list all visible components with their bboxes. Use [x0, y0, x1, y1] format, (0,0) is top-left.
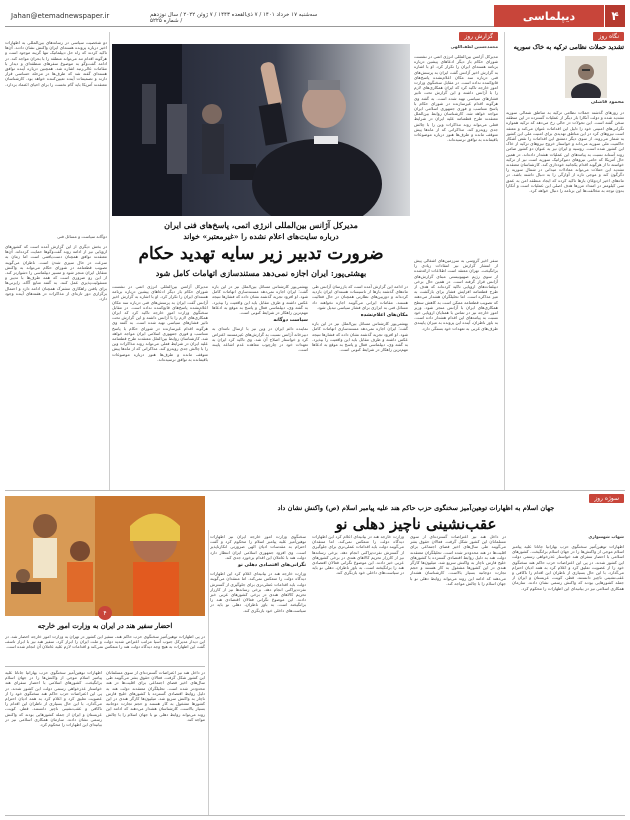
main-photo	[112, 44, 410, 216]
column-divider	[109, 32, 110, 490]
page-bottom-rule	[5, 815, 625, 816]
website-address[interactable]: Jahan@etemadnewspaper.ir	[5, 6, 494, 27]
box-divider	[5, 666, 205, 667]
column-divider	[504, 32, 505, 490]
main-headline: ضرورت تدبیر زیر سایه تهدید حکام	[138, 244, 384, 264]
lower-headline: عقب‌نشینی ناچیز دهلی نو	[335, 515, 497, 533]
section-divider	[5, 490, 625, 491]
report-body-a: مدیرکل آژانس بین‌المللی انرژی اتمی در نشست شورای حکام بار دیگر ادعاهای پیشین درباره برنامه هسته‌ای ایران را تکرار کرد. او با اشاره به گزارش اخیر آژانس گفت ایران به پرسش‌های فنی درباره سه مکان اعلام‌نشده پاسخ‌های قانع‌کننده نداده است. در مقابل سخنگوی وزارت امور خارجه تاکید کرد که ایران همکاری‌های لازم را با آژانس داشته و این گزارش تحت تاثیر فشارهای سیاسی تهیه شده است. به گفته وی هرگونه اقدام غیرسازنده در شورای حکام با پاسخ متناسب و فوری جمهوری اسلامی ایران مواجه خواهد شد. کارشناسان روابط بین‌الملل معتقدند طرح قطعنامه علیه ایران در شرایط فعلی می‌تواند روند مذاکرات وین را با چالش جدی روبه‌رو کند. مذاکراتی که از ماه‌ها پیش متوقف مانده و طرف‌ها هنوز درباره موضوعات باقیمانده به توافق نرسیده‌اند.	[414, 54, 498, 143]
lower-kicker: جهان اسلام به اظهارات توهین‌آمیز سخنگوی حزب حاکم هند علیه پیامبر اسلام (ص) واکنش نشان داد	[277, 504, 555, 512]
box-title: احضار سفیر هند در ایران به وزارت امور خارجه	[37, 622, 173, 630]
right-column-title: تشدید حملات نظامی ترکیه به خاک سوریه	[513, 44, 624, 51]
protest-photo	[5, 496, 205, 616]
report-tag: گزارش روز	[459, 32, 498, 41]
main-kicker: مدیرکل آژانس بین‌المللی انرژی اتمی، پاسخ‌های فنی ایران	[164, 220, 358, 230]
report-author: محمدحسین لطف‌اللهی	[450, 44, 498, 49]
main-kicker-2: درباره سایت‌های اعلام نشده را «غیرمعتبر» خواند	[183, 232, 339, 241]
section-title: دیپلماسی	[494, 5, 604, 27]
lower-body-3: وزارت خارجه هند در بیانیه‌ای اعلام کرد این اظهارات دیدگاه دولت را منعکس نمی‌کند. اما منتقدان می‌گویند دولت باید اقدامات عملی‌تری برای جلوگیری از گسترش نفرت‌پراکنی انجام دهد. برخی رسانه‌ها نیز از کارزار تحریم کالاهای هندی در برخی کشورهای عربی خبر دادند. این موضوع نگرانی فعالان اقتصادی هند را برانگیخته است. به باور ناظران، دهلی نو باید در سیاست‌های داخلی خود بازنگری کند.	[312, 534, 404, 576]
report-body-d-text: بهشتی‌پور کارشناس مسائل بین‌الملل نیز در این باره گفت: ایران اجازه نمی‌دهد مستندسازی اتهامات کامل شود. او افزود تجربه گذشته نشان داده که فشارها نتیجه عکس داشته و طرف مقابل باید این واقعیت را بپذیرد. به گفته وی، دیپلماسی فعال و پاسخ به موقع به ادعاها مهم‌ترین راهکار در شرایط کنونی است.	[312, 321, 408, 353]
lower-body-1: اظهارات توهین‌آمیز سخنگوی حزب بهاراتیا جاناتا علیه پیامبر اسلام موجی از واکنش‌ها را در جهان اسلام برانگیخت. کشورهای اسلامی با احضار سفرای هند خواستار عذرخواهی رسمی دولت این کشور شدند. در پی این اعتراضات حزب حاکم هند سخنگوی خود را از عضویت تعلیق کرد و اعلام کرد به همه ادیان احترام می‌گذارد. با این حال بسیاری از ناظران این اقدام را ناکافی و عقب‌نشینی ناچیز دانستند. قطر، کویت، عربستان و ایران از جمله کشورهایی بودند که واکنش رسمی نشان دادند. سازمان همکاری اسلامی نیز در بیانیه‌ای این اظهارات را محکوم کرد.	[512, 544, 624, 591]
left-column-subhead: دوگانه سیاست و مسائل فنی	[57, 234, 107, 239]
report-subhead-d: مکان‌های اعلام‌نشده	[360, 313, 408, 319]
lower-body-2: در داخل هند نیز اعتراضات گسترده‌ای از سوی مسلمانان این کشور شکل گرفت. فعالان حقوق بشر می‌گویند طی سال‌های اخیر فضای اجتماعی برای اقلیت‌ها در هند محدودتر شده است. تحلیلگران معتقدند دولت هند به دلیل روابط اقتصادی گسترده با کشورهای خلیج فارس ناچار به واکنش سریع شد. میلیون‌ها کارگر هندی در این کشورها مشغول به کار هستند و حجم تجارت دوجانبه بسیار بالاست. کارشناسان هشدار می‌دهند که ادامه این روند می‌تواند روابط دهلی نو با جهان اسلام را با چالش مواجه کند.	[410, 534, 506, 586]
report-body-a-repeat: مدیرکل آژانس بین‌المللی انرژی اتمی در نشست شورای حکام بار دیگر ادعاهای پیشین درباره برنامه هسته‌ای ایران را تکرار کرد. او با اشاره به گزارش اخیر آژانس گفت ایران به پرسش‌های فنی درباره سه مکان اعلام‌نشده پاسخ‌های قانع‌کننده نداده است. در مقابل سخنگوی وزارت امور خارجه تاکید کرد که ایران همکاری‌های لازم را با آژانس داشته و این گزارش تحت تاثیر فشارهای سیاسی تهیه شده است. به گفته وی هرگونه اقدام غیرسازنده در شورای حکام با پاسخ متناسب و فوری جمهوری اسلامی ایران مواجه خواهد شد. کارشناسان روابط بین‌الملل معتقدند طرح قطعنامه علیه ایران در شرایط فعلی می‌تواند روند مذاکرات وین را با چالش جدی روبه‌رو کند. مذاکراتی که از ماه‌ها پیش متوقف مانده و طرف‌ها هنوز درباره موضوعات باقیمانده به توافق نرسیده‌اند.	[112, 284, 208, 362]
lower-body-4-repeat: وزارت خارجه هند در بیانیه‌ای اعلام کرد این اظهارات دیدگاه دولت را منعکس نمی‌کند. اما منتقدان می‌گویند دولت باید اقدامات عملی‌تری برای جلوگیری از گسترش نفرت‌پراکنی انجام دهد. برخی رسانه‌ها نیز از کارزار تحریم کالاهای هندی در برخی کشورهای عربی خبر دادند. این موضوع نگرانی فعالان اقتصادی هند را برانگیخته است. به باور ناظران، دهلی نو باید در سیاست‌های داخلی خود بازنگری کند.	[210, 571, 306, 613]
lower-body-4-text: سخنگوی وزارت امور خارجه ایران نیز اظهارات توهین‌آمیز علیه پیامبر اسلام را محکوم کرد و گفت احترام به مقدسات ادیان الهی ضرورتی انکارناپذیر است. وی افزود جمهوری اسلامی ایران انتظار دارد دولت هند با عاملان این اقدام برخورد جدی کند.	[210, 534, 306, 560]
right-column-tag: نگاه روز	[593, 32, 624, 41]
report-subhead-e: سیاست دوگانه	[273, 318, 308, 324]
report-body-c	[312, 284, 408, 488]
box-body-right: در داخل هند نیز اعتراضات گسترده‌ای از سوی مسلمانان این کشور شکل گرفت. فعالان حقوق بشر می‌گویند طی سال‌های اخیر فضای اجتماعی برای اقلیت‌ها در هند محدودتر شده است. تحلیلگران معتقدند دولت هند به دلیل روابط اقتصادی گسترده با کشورهای خلیج فارس ناچار به واکنش سریع شد. میلیون‌ها کارگر هندی در این کشورها مشغول به کار هستند و حجم تجارت دوجانبه بسیار بالاست. کارشناسان هشدار می‌دهند که ادامه این روند می‌تواند روابط دهلی نو با جهان اسلام را با چالش مواجه کند.	[106, 670, 205, 722]
box-body: در پی اظهارات توهین‌آمیز سخنگوی حزب حاکم هند، سفیر این کشور در تهران به وزارت امور خارجه احضار شد. در این دیدار مدیرکل جنوب آسیا مراتب اعتراض شدید دولت و ملت ایران را ابراز کرد. سفیر هند نیز با ابراز تاسف گفت این اظهارات به هیچ وجه دیدگاه دولت هند را منعکس نمی‌کند و اقدامات لازم علیه عاملان آن انجام شده است.	[5, 634, 205, 650]
lower-subhead-4: نگرانی‌های اقتصادی دهلی نو	[238, 563, 306, 569]
report-body-e	[212, 284, 308, 488]
lower-body-4	[210, 534, 306, 814]
page-number: ۴	[605, 5, 625, 27]
lower-section-tag: سوژه روز	[589, 494, 624, 503]
author-photo	[565, 56, 607, 98]
column-divider	[208, 530, 209, 815]
lower-author: شهاب شهسواری	[588, 534, 624, 539]
report-body-d-repeat: بهشتی‌پور کارشناس مسائل بین‌الملل نیز در این باره گفت: ایران اجازه نمی‌دهد مستندسازی اتهامات کامل شود. او افزود تجربه گذشته نشان داده که فشارها نتیجه عکس داشته و طرف مقابل باید این واقعیت را بپذیرد. به گفته وی، دیپلماسی فعال و پاسخ به موقع به ادعاها مهم‌ترین راهکار در شرایط کنونی است.	[212, 284, 308, 316]
right-column-body: در روزهای گذشته حملات نظامی ترکیه به مناطق شمالی سوریه تشدید شده و دولت آنکارا بار دیگر از عملیات گسترده در این منطقه سخن گفته است. این تحولات در حالی رخ می‌دهد که ترکیه همواره نگرانی‌های امنیتی خود را دلیل این اقدامات عنوان می‌کند و معتقد است نیروهای کرد در این مناطق تهدیدی برای امنیت ملی این کشور به شمار می‌روند. از سوی دیگر دمشق این اقدامات را نقض آشکار حاکمیت ملی سوریه می‌داند و خواستار خروج نیروهای ترکیه از خاک این کشور شده است. روسیه و ایران نیز به عنوان دو کشور ضامن روند آستانه نسبت به پیامدهای این عملیات هشدار داده‌اند. در همین حال آمریکا که حامی نیروهای دموکراتیک سوریه است نیز از ترکیه خواسته تا از هرگونه اقدام یکجانبه خودداری کند. کارشناسان معتقدند تشدید این حملات می‌تواند معادلات میدانی در شمال سوریه را دگرگون کند و موجی تازه از آوارگی را به دنبال داشته باشد. در ماه‌های اخیر اردوغان بارها تاکید کرده که ایجاد منطقه امن به عمق سی کیلومتر در امتداد مرزها هدف اصلی این عملیات است و آنکارا بدون توجه به مخالفت‌ها این برنامه را دنبال خواهد کرد.	[506, 110, 624, 194]
box-number-badge: ۴	[98, 606, 112, 620]
report-body-c-text: در ادامه این گزارش آمده است که بازرسان آژانس طی ماه‌های گذشته بارها از تاسیسات هسته‌ای ایران بازدید کرده‌اند و دوربین‌های نظارتی همچنان در حال فعالیت هستند. مقامات ایرانی می‌گویند اجازه نخواهند داد مسائل فنی به ابزاری برای فشار سیاسی تبدیل شود.	[312, 284, 408, 310]
report-body-f	[112, 284, 208, 488]
report-body-b: سفر اخیر گروسی به سرزمین‌های اشغالی پیش از انتشار گزارش نیز انتقادات زیادی را برانگیخت. تهران معتقد است اطلاعات ارائه‌شده از سوی رژیم صهیونیستی مبنای گزارش‌های آژانس قرار گرفته است. در همین حال برخی دیپلمات‌های اروپایی تاکید کرده‌اند که هدف از طرح قطعنامه افزایش فشار برای بازگشت به میز مذاکره است. اما تحلیلگران هشدار می‌دهند که تصویب قطعنامه ممکن است به کاهش سطح همکاری‌های ایران با آژانس منجر شود. وزیر امور خارجه نیز در تماس با همتایان اروپایی خود نسبت به پیامدهای این اقدام هشدار داده است. به باور ناظران، آینده این پرونده به میزان پایبندی طرف‌های غربی به تعهدات خود بستگی دارد.	[414, 258, 498, 331]
right-column-author: محمود فاضلی	[590, 100, 624, 105]
main-subhead: بهشتی‌پور: ایران اجازه نمی‌دهد مستندسازی اتهامات کامل شود	[155, 268, 367, 278]
dateline: سه‌شنبه ۱۷ خرداد ۱۴۰۱ / ۷ ذی‌القعده ۱۴۴۳ / ۷ ژوئن ۲۰۲۲ / سال نوزدهم / شماره ۵۲۲۵	[150, 12, 318, 24]
report-body-e-text: نماینده دائم ایران در وین نیز با ارسال نامه‌ای به دبیرخانه آژانس نسبت به گزارش‌های غیرمستند اعتراض کرد و خواستار اصلاح آن شد. وی تاکید کرد ایران به تعهدات خود در چارچوب معاهده عدم اشاعه پایبند است.	[212, 326, 308, 353]
left-column-bottom: در بخش دیگری از این گزارش آمده است که کشورهای اروپایی نیز از ادامه روند گفت‌وگوها حمایت کرده‌اند. آن‌ها معتقدند توافق همچنان دست‌یافتنی است اما زمان به سرعت در حال سپری شدن است. ناظران می‌گویند تصویب قطعنامه در شورای حکام می‌تواند به واکنش متقابل ایران منجر شود و مسیر دیپلماسی را دشوارتر کند. از این رو ضروری است که همه طرف‌ها با تدبیر و مسئولیت‌پذیری عمل کنند. به گفته منابع آگاه، رایزنی‌ها برای یافتن راهکاری مشترک همچنان ادامه دارد و احتمال برگزاری دور تازه‌ای از مذاکرات در هفته‌های آینده وجود دارد.	[5, 244, 107, 302]
box-body-left: اظهارات توهین‌آمیز سخنگوی حزب بهاراتیا جاناتا علیه پیامبر اسلام موجی از واکنش‌ها را در جهان اسلام برانگیخت. کشورهای اسلامی با احضار سفرای هند خواستار عذرخواهی رسمی دولت این کشور شدند. در پی این اعتراضات حزب حاکم هند سخنگوی خود را از عضویت تعلیق کرد و اعلام کرد به همه ادیان احترام می‌گذارد. با این حال بسیاری از ناظران این اقدام را ناکافی و عقب‌نشینی ناچیز دانستند. قطر، کویت، عربستان و ایران از جمله کشورهایی بودند که واکنش رسمی نشان دادند. سازمان همکاری اسلامی نیز در بیانیه‌ای این اظهارات را محکوم کرد.	[5, 670, 102, 728]
left-column-top: دو شخصیت سیاسی در رسانه‌های بین‌المللی به اظهارات اخیر درباره پرونده هسته‌ای ایران واکنش نشان دادند. آن‌ها تاکید کردند که راه حل دیپلماتیک تنها گزینه موجود است و هرگونه اقدام تند می‌تواند منطقه را با بحران مواجه کند. در ادامه گفت‌وگو به موضوع سفرهای منطقه‌ای و دیدار با مقامات عالی‌رتبه اشاره شد. همچنین درباره آینده توافق هسته‌ای گفته شد که طرف‌ها در مرحله حساسی قرار دارند و تصمیمات آینده تعیین‌کننده خواهد بود. کارشناسان معتقدند آمریکا باید گام نخست را برای احیای اعتماد بردارد.	[5, 40, 107, 87]
